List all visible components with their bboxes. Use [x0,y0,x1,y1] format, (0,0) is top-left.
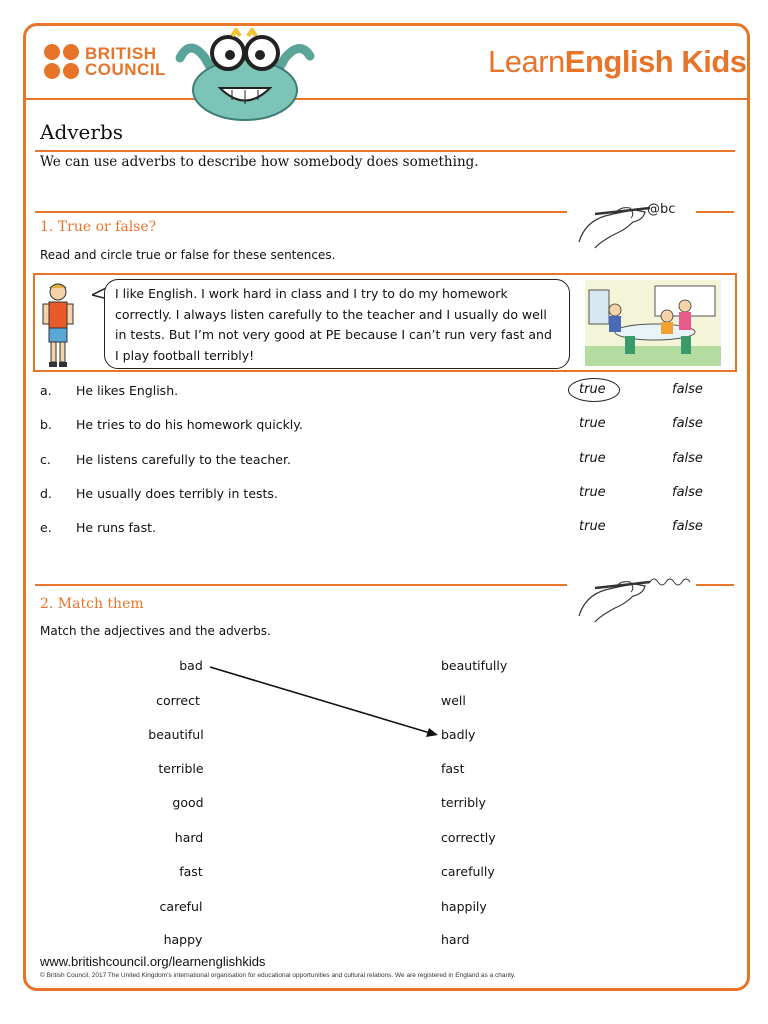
header-divider [26,98,747,100]
writing-hand-icon [575,192,695,250]
adjective-item[interactable]: careful [159,899,203,914]
logo-kids: Kids [681,44,747,79]
adjective-item[interactable]: good [172,795,204,810]
adverb-item[interactable]: happily [441,899,487,914]
section2-divider-right [696,584,734,586]
adjective-item[interactable]: bad [179,658,203,673]
british-council-logo [44,44,166,79]
true-option-c[interactable]: true [579,451,606,466]
section1-instruction: Read and circle true or false for these sentences. [40,248,336,262]
british-council-line1: BRITISH [85,43,157,63]
adverb-item[interactable]: correctly [441,830,496,845]
page-title: Adverbs [40,120,124,144]
footer-copyright: © British Council, 2017 The United Kingdom’s international organisation for educational opportunities and cultural relations. We are registered in England as a charity. [40,972,516,979]
footer-url[interactable]: www.britishcouncil.org/learnenglishkids [40,954,266,969]
adverb-item[interactable]: carefully [441,864,495,879]
adjective-item[interactable]: fast [179,864,203,879]
section1-title: 1. True or false? [40,219,157,235]
hand-letters: @bc [647,202,676,217]
section2-title: 2. Match them [40,596,144,612]
classroom-illustration-icon [585,280,721,366]
adjective-item[interactable]: happy [163,932,203,947]
false-option-a[interactable]: false [672,382,703,397]
adverb-item[interactable]: beautifully [441,658,508,673]
logo-english: English [564,44,674,79]
writing-hand-squiggle-icon [575,566,695,624]
intro-text: We can use adverbs to describe how somebody does something. [40,154,479,170]
section2-divider-left [35,584,567,586]
title-divider [35,150,735,152]
adverb-item[interactable]: fast [441,761,465,776]
true-option-d[interactable]: true [579,485,606,500]
speech-bubble: I like English. I work hard in class and I try to do my homework correctly. I always listen carefully to the teacher and I usually do well in tests. But I’m not very good at PE because I can’t run very fast and I play football terribly! [104,279,570,369]
adverb-item[interactable]: well [441,693,466,708]
false-option-b[interactable]: false [672,416,703,431]
tf-item-e: e. He runs fast. true false [40,519,703,535]
adjective-item[interactable]: beautiful [148,727,204,742]
adjective-item[interactable]: terrible [158,761,204,776]
true-option-b[interactable]: true [579,416,606,431]
tf-item-a: a. He likes English. true false [40,382,703,398]
adjective-item[interactable]: hard [174,830,204,845]
british-council-dots-icon [44,44,79,79]
true-option-a[interactable]: true [579,382,606,397]
adjective-item[interactable]: correct [156,693,200,708]
adverb-item[interactable]: terribly [441,795,486,810]
section1-divider-left [35,211,567,213]
learnenglish-kids-logo [488,44,747,80]
false-option-e[interactable]: false [672,519,703,534]
boy-illustration-icon [40,280,76,370]
section1-divider-right [696,211,734,213]
true-option-e[interactable]: true [579,519,606,534]
adverb-item[interactable]: hard [441,932,470,947]
tf-item-d: d. He usually does terribly in tests. true false [40,485,703,501]
logo-learn: Learn [488,44,565,79]
adverb-item[interactable]: badly [441,727,476,742]
false-option-c[interactable]: false [672,451,703,466]
section2-instruction: Match the adjectives and the adverbs. [40,624,271,638]
false-option-d[interactable]: false [672,485,703,500]
tf-item-b: b. He tries to do his homework quickly. true false [40,416,703,432]
mascot-monster-icon [170,28,320,123]
british-council-line2: COUNCIL [85,59,166,79]
tf-item-c: c. He listens carefully to the teacher. true false [40,451,703,467]
